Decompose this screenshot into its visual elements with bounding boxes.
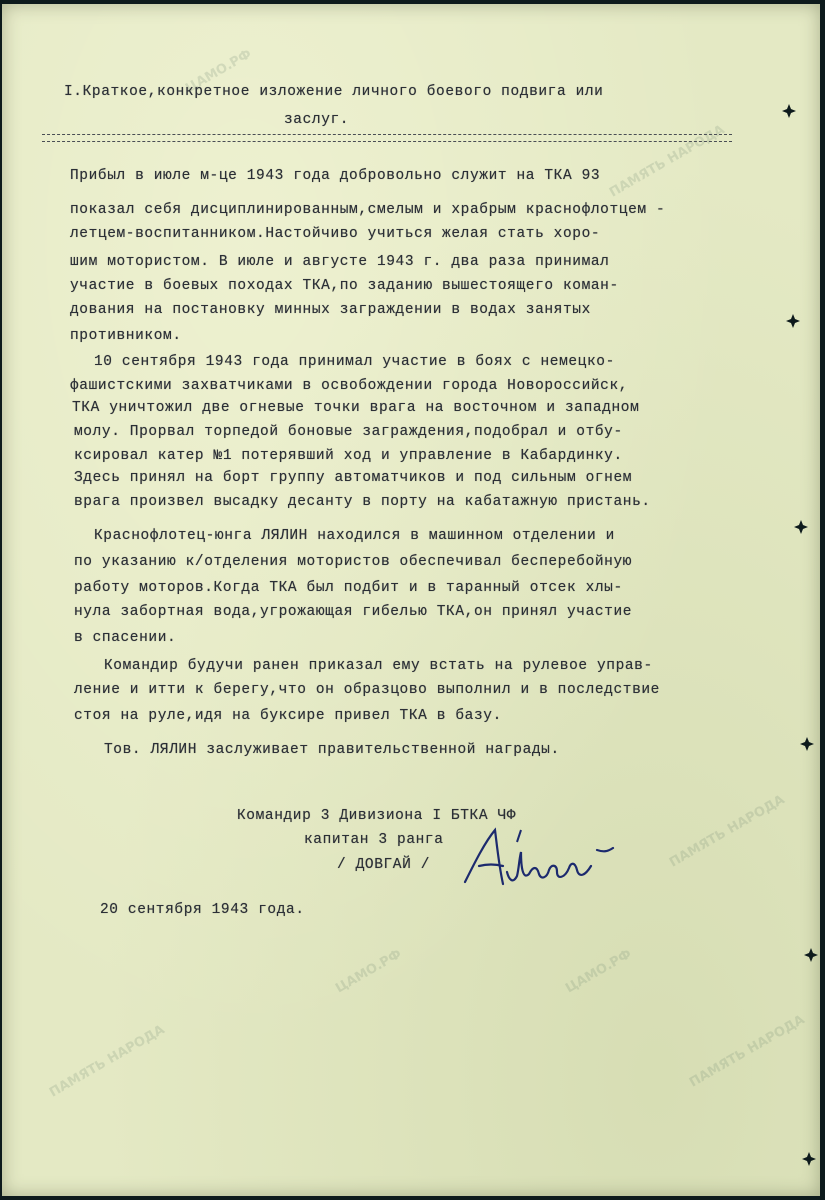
- handwritten-signature: [457, 822, 627, 902]
- body-line: Здесь принял на борт группу автоматчиков и под сильным огнем: [74, 470, 633, 486]
- watermark: ПАМЯТЬ НАРОДА: [46, 1022, 168, 1101]
- body-line: ление и итти к берегу,что он образцово выполнил и в последствие: [74, 682, 660, 698]
- body-line: 10 сентября 1943 года принимал участие в боях с немецко-: [94, 354, 615, 370]
- body-line: в спасении.: [74, 630, 177, 646]
- section-title: I.Краткое,конкретное изложение личного боевого подвига или: [64, 84, 604, 100]
- body-line: по указанию к/отделения мотористов обеспечивал бесперебойную: [74, 554, 633, 570]
- watermark: ЦАМО.РФ: [563, 946, 635, 997]
- body-line: Тов. ЛЯЛИН заслуживает правительственной награды.: [104, 742, 560, 758]
- body-line: нула забортная вода,угрожающая гибелью ТКА,он принял участие: [74, 604, 633, 620]
- punch-hole-icon: [804, 948, 818, 962]
- body-line: молу. Прорвал торпедой боновые заграждения,подобрал и отбу-: [74, 424, 623, 440]
- body-line: участие в боевых походах ТКА,по заданию вышестоящего коман-: [70, 278, 619, 294]
- punch-hole-icon: [782, 104, 796, 118]
- body-line: Командир будучи ранен приказал ему встать на рулевое управ-: [104, 658, 653, 674]
- watermark: ПАМЯТЬ НАРОДА: [686, 1012, 808, 1091]
- body-line: противником.: [70, 328, 182, 344]
- body-line: стоя на руле,идя на буксире привел ТКА в базу.: [74, 708, 502, 724]
- body-line: ТКА уничтожил две огневые точки врага на восточном и западном: [72, 400, 640, 416]
- body-line: показал себя дисциплинированным,смелым и храбрым краснофлотцем -: [70, 202, 666, 218]
- document-date: 20 сентября 1943 года.: [100, 902, 305, 918]
- body-line: летцем-воспитанником.Настойчиво учиться желая стать хоро-: [70, 226, 601, 242]
- signature-name: / ДОВГАЙ /: [337, 857, 431, 873]
- watermark: ЦАМО.РФ: [183, 46, 255, 97]
- punch-hole-icon: [794, 520, 808, 534]
- signature-rank: капитан 3 ранга: [304, 832, 444, 848]
- body-line: ксировал катер №1 потерявший ход и управление в Кабардинку.: [74, 448, 623, 464]
- body-line: шим мотористом. В июле и августе 1943 г. два раза принимал: [70, 254, 610, 270]
- body-line: фашистскими захватчиками в освобождении города Новороссийск,: [70, 378, 629, 394]
- body-line: Краснофлотец-юнга ЛЯЛИН находился в машинном отделении и: [94, 528, 615, 544]
- body-line: работу моторов.Когда ТКА был подбит и в таранный отсек хлы-: [74, 580, 623, 596]
- punch-hole-icon: [786, 314, 800, 328]
- watermark: ПАМЯТЬ НАРОДА: [606, 122, 728, 201]
- section-title-continued: заслуг.: [284, 112, 350, 128]
- double-dashed-rule: [42, 134, 732, 142]
- watermark: ЦАМО.РФ: [333, 946, 405, 997]
- punch-hole-icon: [802, 1152, 816, 1166]
- body-line: дования на постановку минных заграждении в водах занятых: [70, 302, 591, 318]
- watermark: ПАМЯТЬ НАРОДА: [666, 792, 788, 871]
- body-line: Прибыл в июле м-це 1943 года добровольно служит на ТКА 93: [70, 168, 601, 184]
- signature-title: Командир 3 Дивизиона I БТКА ЧФ: [237, 808, 517, 824]
- document-page: [2, 4, 820, 1196]
- punch-hole-icon: [800, 737, 814, 751]
- body-line: врага произвел высадку десанту в порту на кабатажную пристань.: [74, 494, 651, 510]
